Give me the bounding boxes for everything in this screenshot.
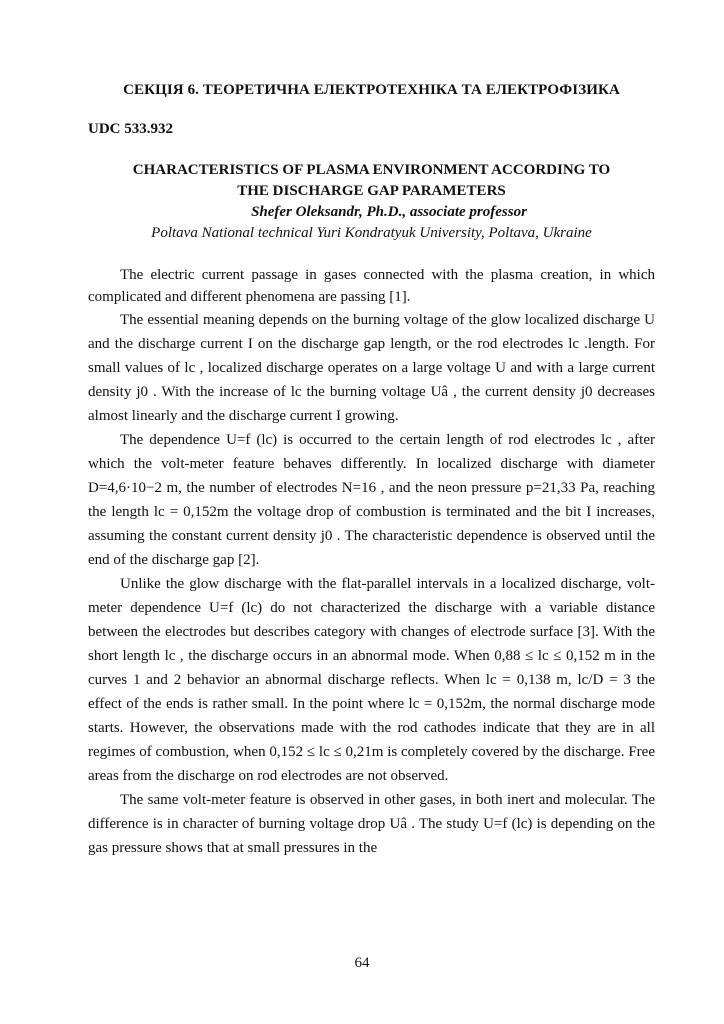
- article-title: [88, 160, 655, 202]
- udc-code: UDC 533.932: [88, 121, 173, 137]
- paragraph-5: The same volt-meter feature is observed in other gases, in both inert and molecular. The difference is in character of burning voltage drop Uâ . The study U=f (lc) is depending on the gas pressure shows that at small pressures in the: [88, 792, 655, 856]
- paragraph-2: The essential meaning depends on the burning voltage of the glow localized discharge U and the discharge current I on the discharge gap length, or the rod electrodes lc .length. For small values of lc , localized discharge operates on a large voltage U and with a large current density j0 . With the increase of lc the burning voltage Uâ , the current density j0 decreases almost linearly and the discharge current I growing.: [88, 312, 655, 424]
- section-heading: СЕКЦІЯ 6. ТЕОРЕТИЧНА ЕЛЕКТРОТЕХНІКА ТА ЕЛЕКТРОФІЗИКА: [123, 82, 620, 98]
- author-line: Shefer Oleksandr, Ph.D., associate professor: [251, 204, 527, 220]
- affiliation-line: Poltava National technical Yuri Kondratyuk University, Poltava, Ukraine: [151, 225, 592, 241]
- title-line-2: THE DISCHARGE GAP PARAMETERS: [237, 183, 506, 199]
- paper-page: [88, 82, 655, 860]
- article-body: [88, 264, 655, 860]
- page-number: 64: [354, 955, 370, 971]
- paragraph-3: The dependence U=f (lc) is occurred to the certain length of rod electrodes lc , after which the volt-meter feature behaves differently. In localized discharge with diameter D=4,6·10−2 m, the number of electrodes N=16 , and the neon pressure p=21,33 Pa, reaching the length lc = 0,152m the voltage drop of combustion is terminated and the bit I increases, assuming the constant current density j0 . The characteristic dependence is observed until the end of the discharge gap [2].: [88, 432, 655, 568]
- paragraph-4: Unlike the glow discharge with the flat-parallel intervals in a localized discharge, volt-meter dependence U=f (lc) do not characterized the discharge with a variable distance between the electrodes but describes category with changes of electrode surface [3]. With the short length lc , the discharge occurs in an abnormal mode. When 0,88 ≤ lc ≤ 0,152 m in the curves 1 and 2 behavior an abnormal discharge reflects. When lc = 0,138 m, lc/D = 3 the effect of the ends is rather small. In the point where lc = 0,152m, the normal discharge mode starts. However, the observations made with the rod cathodes indicate that they are in all regimes of combustion, when 0,152 ≤ lc ≤ 0,21m is completely covered by the discharge. Free areas from the discharge on rod electrodes are not observed.: [88, 576, 655, 784]
- paragraph-1: The electric current passage in gases connected with the plasma creation, in which complicated and different phenomena are passing [1].: [88, 267, 655, 305]
- title-line-1: CHARACTERISTICS OF PLASMA ENVIRONMENT ACCORDING TO: [132, 162, 611, 178]
